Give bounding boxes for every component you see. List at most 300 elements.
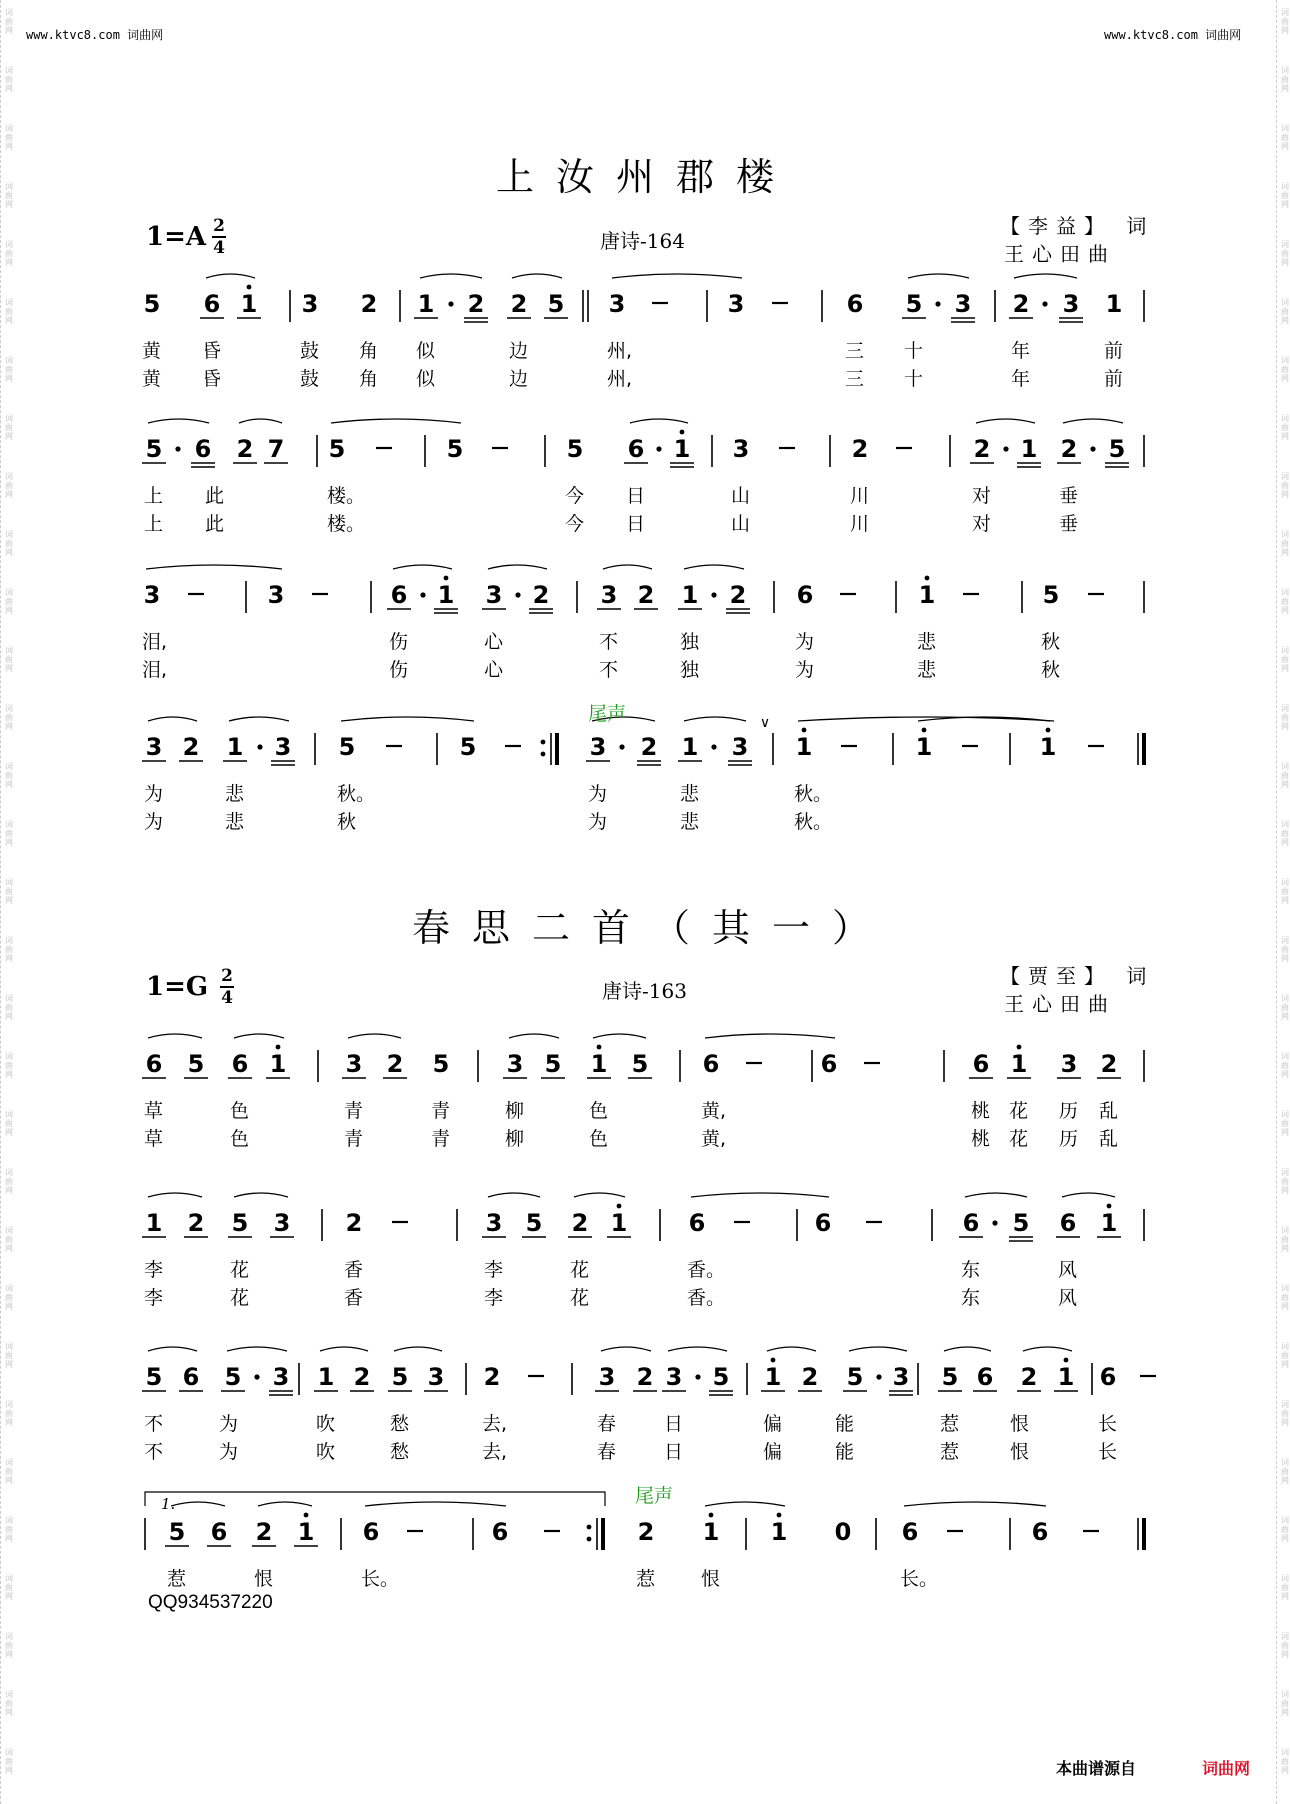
lyric-verse2: 草 <box>144 1128 164 1150</box>
slur <box>227 1347 287 1351</box>
note: 6 <box>203 290 221 318</box>
side-watermark: 词 曲 网 <box>1281 820 1289 847</box>
augmentation-dot <box>695 1374 700 1379</box>
side-watermark: 词 曲 网 <box>1281 1632 1289 1659</box>
note: 5 <box>631 1050 649 1078</box>
lyric-verse2: 去, <box>482 1441 508 1463</box>
slur <box>171 1502 225 1506</box>
lyric-verse1: 不 <box>144 1413 164 1435</box>
lyric-verse2: 香。 <box>687 1287 726 1309</box>
slur <box>341 717 474 721</box>
lyric-verse1: 青 <box>344 1100 364 1122</box>
section-marker: 尾声 <box>587 703 627 725</box>
note: 3 <box>589 733 607 761</box>
note: 6 <box>1099 1363 1117 1391</box>
slur <box>965 1193 1027 1197</box>
lyric-verse2: 今 <box>565 513 585 535</box>
note: 3 <box>301 290 319 318</box>
note: 1 <box>681 581 699 609</box>
note: 1 <box>610 1209 628 1237</box>
slur <box>630 419 688 423</box>
note: 5 <box>712 1363 730 1391</box>
lyric-verse2: 川 <box>850 513 870 535</box>
lyric-verse1: 花 <box>570 1259 590 1281</box>
note: 5 <box>328 435 346 463</box>
note: 6 <box>901 1518 919 1546</box>
lyric-verse1: 香。 <box>687 1259 726 1281</box>
side-watermark: 词 曲 网 <box>1281 298 1289 325</box>
note: 2 <box>1060 435 1078 463</box>
lyric-verse2: 愁 <box>390 1441 410 1463</box>
lyric-verse1: 惹 <box>940 1413 960 1435</box>
side-watermark: 词 曲 网 <box>1281 762 1289 789</box>
note: 1 <box>1057 1363 1075 1391</box>
note: 5 <box>544 1050 562 1078</box>
qq-contact: QQ934537220 <box>148 1592 273 1613</box>
side-watermark: 词 曲 网 <box>1281 356 1289 383</box>
note: 6 <box>627 435 645 463</box>
octave-dot <box>771 1358 776 1363</box>
note: 3 <box>274 733 292 761</box>
lyric-verse2: 上 <box>144 513 164 535</box>
lyric-verse2: 乱 <box>1099 1128 1119 1150</box>
side-watermark: 词 曲 网 <box>5 588 13 615</box>
note: 1 <box>269 1050 287 1078</box>
side-watermark: 词 曲 网 <box>1281 472 1289 499</box>
footer-source-site[interactable]: 词曲网 <box>1202 1759 1251 1778</box>
augmentation-dot <box>257 744 262 749</box>
note: 2 <box>973 435 991 463</box>
note: 2 <box>729 581 747 609</box>
note: 6 <box>796 581 814 609</box>
side-watermark: 词 曲 网 <box>1281 1110 1289 1137</box>
side-watermark: 词 曲 网 <box>1281 1690 1289 1717</box>
note: 5 <box>143 290 161 318</box>
slur <box>488 565 547 569</box>
lyric-verse1: 色 <box>230 1100 250 1122</box>
octave-dot <box>1064 1358 1069 1363</box>
note: 2 <box>571 1209 589 1237</box>
lyric-verse1: 历 <box>1059 1100 1079 1122</box>
note: 3 <box>267 581 285 609</box>
lyric-verse1: 独 <box>680 631 700 653</box>
slur <box>365 1502 506 1506</box>
lyric-verse2: 楼。 <box>327 513 366 535</box>
lyric-verse2: 秋 <box>1041 659 1061 681</box>
side-watermark: 词 曲 网 <box>1281 8 1289 35</box>
side-watermark: 词 曲 网 <box>5 1052 13 1079</box>
lyric-verse2: 不 <box>144 1441 164 1463</box>
note: 1 <box>317 1363 335 1391</box>
lyric-verse2: 前 <box>1104 368 1124 390</box>
note: 3 <box>485 1209 503 1237</box>
lyric-verse1: 色 <box>589 1100 609 1122</box>
octave-dot <box>444 576 449 581</box>
note: 2 <box>187 1209 205 1237</box>
lyric-verse1: 今 <box>565 485 585 507</box>
lyric-verse1: 为 <box>588 783 608 805</box>
lyric-verse1: 州, <box>607 340 633 362</box>
lyric-verse1: 李 <box>484 1259 504 1281</box>
note: 5 <box>459 733 477 761</box>
note: 3 <box>731 733 749 761</box>
lyric-verse1: 恨 <box>254 1568 274 1590</box>
octave-dot <box>597 1045 602 1050</box>
side-watermark: 词 曲 网 <box>1281 182 1289 209</box>
note: 3 <box>1060 1050 1078 1078</box>
note: 2 <box>236 435 254 463</box>
slur <box>148 1034 202 1038</box>
lyric-verse1: 昏 <box>202 340 222 362</box>
note: 3 <box>427 1363 445 1391</box>
side-watermark: 词 曲 网 <box>5 356 13 383</box>
lyric-verse2: 悲 <box>225 811 245 833</box>
note: 3 <box>608 290 626 318</box>
note: 5 <box>224 1363 242 1391</box>
lyric-verse2: 花 <box>1009 1128 1029 1150</box>
side-watermark: 词 曲 网 <box>1281 124 1289 151</box>
song1-key: 1=A <box>146 222 207 252</box>
note: 1 <box>240 290 258 318</box>
note: 2 <box>1012 290 1030 318</box>
slur <box>684 717 746 721</box>
augmentation-dot <box>175 446 180 451</box>
note: 2 <box>637 1518 655 1546</box>
note: 5 <box>391 1363 409 1391</box>
note: 5 <box>1108 435 1126 463</box>
repeat-dot <box>587 1537 592 1542</box>
note: 1 <box>702 1518 720 1546</box>
slur <box>767 1347 816 1351</box>
side-watermark: 词 曲 网 <box>5 1632 13 1659</box>
lyric-verse1: 川 <box>850 485 870 507</box>
side-watermark: 词 曲 网 <box>5 646 13 673</box>
lyric-verse1: 草 <box>144 1100 164 1122</box>
note: 6 <box>962 1209 980 1237</box>
lyric-verse1: 三 <box>845 340 865 362</box>
octave-dot <box>922 728 927 733</box>
side-watermark: 词 曲 网 <box>1281 1516 1289 1543</box>
side-watermark: 词 曲 网 <box>1281 414 1289 441</box>
lyric-verse2: 鼓 <box>300 368 320 390</box>
note: 2 <box>1100 1050 1118 1078</box>
note: 2 <box>345 1209 363 1237</box>
volta-label: 1. <box>161 1495 176 1513</box>
octave-dot <box>276 1045 281 1050</box>
note: 3 <box>345 1050 363 1078</box>
note: 5 <box>187 1050 205 1078</box>
slur <box>148 717 197 721</box>
slur <box>148 419 209 423</box>
slur <box>593 1034 646 1038</box>
slur <box>393 565 452 569</box>
lyric-verse2: 黄, <box>701 1128 727 1150</box>
lyric-verse2: 香 <box>344 1287 364 1309</box>
slur <box>1014 274 1077 278</box>
song2-source: 唐诗-163 <box>602 979 687 1003</box>
lyric-verse1: 秋。 <box>794 783 833 805</box>
lyric-verse2: 年 <box>1011 368 1031 390</box>
slur <box>668 1347 727 1351</box>
lyric-verse2: 黄 <box>142 368 162 390</box>
note: 1 <box>417 290 435 318</box>
lyric-verse2: 惹 <box>940 1441 960 1463</box>
side-watermark: 词 曲 网 <box>1281 1284 1289 1311</box>
lyric-verse1: 边 <box>509 340 529 362</box>
note: 1 <box>915 733 933 761</box>
note: 3 <box>598 1363 616 1391</box>
slur <box>1063 419 1123 423</box>
lyric-verse1: 似 <box>416 340 436 362</box>
slur <box>705 1502 785 1506</box>
octave-dot <box>617 1204 622 1209</box>
note: 5 <box>566 435 584 463</box>
lyric-verse1: 花 <box>1009 1100 1029 1122</box>
note: 3 <box>145 733 163 761</box>
side-watermark: 词 曲 网 <box>1281 646 1289 673</box>
note: 2 <box>532 581 550 609</box>
side-watermark: 词 曲 网 <box>1281 1226 1289 1253</box>
repeat-dot <box>541 752 546 757</box>
note: 6 <box>976 1363 994 1391</box>
watermark-right: www.ktvc8.com 词曲网 <box>1104 28 1242 42</box>
side-watermark: 词 曲 网 <box>5 762 13 789</box>
lyric-verse1: 不 <box>599 631 619 653</box>
slur <box>705 1034 835 1038</box>
lyric-verse2: 秋 <box>337 811 357 833</box>
slur <box>348 1034 401 1038</box>
lyric-verse1: 为 <box>144 783 164 805</box>
note: 2 <box>360 290 378 318</box>
side-watermark: 词 曲 网 <box>1281 1574 1289 1601</box>
note: 3 <box>272 1363 290 1391</box>
octave-dot <box>304 1513 309 1518</box>
side-watermark: 词 曲 网 <box>5 994 13 1021</box>
lyric-verse1: 恨 <box>1010 1413 1030 1435</box>
lyric-verse2: 色 <box>230 1128 250 1150</box>
note: 2 <box>510 290 528 318</box>
lyric-verse1: 青 <box>431 1100 451 1122</box>
octave-dot <box>802 728 807 733</box>
lyric-verse2: 花 <box>230 1287 250 1309</box>
octave-dot <box>777 1513 782 1518</box>
slur <box>601 1347 651 1351</box>
note: 6 <box>491 1518 509 1546</box>
note: 1 <box>590 1050 608 1078</box>
lyric-verse2: 昏 <box>202 368 222 390</box>
lyric-verse2: 独 <box>680 659 700 681</box>
slur <box>691 1193 829 1197</box>
lyric-verse1: 角 <box>359 340 379 362</box>
side-watermark: 词 曲 网 <box>1281 1052 1289 1079</box>
note: 3 <box>143 581 161 609</box>
lyric-verse1: 乱 <box>1099 1100 1119 1122</box>
lyric-verse1: 十 <box>904 340 924 362</box>
side-watermark: 词 曲 网 <box>5 936 13 963</box>
augmentation-dot <box>876 1374 881 1379</box>
lyric-verse2: 垂 <box>1059 513 1079 535</box>
lyric-verse2: 为 <box>219 1441 239 1463</box>
augmentation-dot <box>515 592 520 597</box>
note: 6 <box>1031 1518 1049 1546</box>
note: 0 <box>834 1518 852 1546</box>
song1-composer: 王心田曲 <box>1004 242 1116 266</box>
side-watermark: 词 曲 网 <box>5 704 13 731</box>
lyric-verse2: 为 <box>795 659 815 681</box>
lyric-verse1: 为 <box>219 1413 239 1435</box>
side-watermark: 词 曲 网 <box>5 414 13 441</box>
lyric-verse2: 对 <box>972 513 992 535</box>
note: 5 <box>168 1518 186 1546</box>
note: 3 <box>732 435 750 463</box>
note: 1 <box>770 1518 788 1546</box>
note: 2 <box>353 1363 371 1391</box>
note: 6 <box>231 1050 249 1078</box>
lyric-verse1: 悲 <box>225 783 245 805</box>
note: 5 <box>1042 581 1060 609</box>
side-watermark: 词 曲 网 <box>5 1226 13 1253</box>
lyric-verse1: 对 <box>972 485 992 507</box>
slur <box>603 565 652 569</box>
augmentation-dot <box>992 1220 997 1225</box>
octave-dot <box>1046 728 1051 733</box>
note: 6 <box>820 1050 838 1078</box>
breath-mark: ∨ <box>759 715 771 731</box>
note: 5 <box>547 290 565 318</box>
note: 2 <box>801 1363 819 1391</box>
lyric-verse1: 垂 <box>1059 485 1079 507</box>
note: 6 <box>688 1209 706 1237</box>
note: 2 <box>636 1363 654 1391</box>
note: 5 <box>432 1050 450 1078</box>
note: 6 <box>182 1363 200 1391</box>
note: 6 <box>390 581 408 609</box>
lyric-verse1: 长。 <box>900 1568 939 1590</box>
note: 5 <box>525 1209 543 1237</box>
lyric-verse1: 惹 <box>167 1568 187 1590</box>
lyric-verse2: 柳 <box>505 1128 525 1150</box>
side-watermark: 词 曲 网 <box>1281 588 1289 615</box>
lyric-verse1: 能 <box>835 1413 855 1435</box>
side-watermark: 词 曲 网 <box>5 298 13 325</box>
lyric-verse2: 山 <box>731 513 751 535</box>
meter-bottom: 4 <box>213 238 225 258</box>
lyric-verse2: 风 <box>1058 1287 1078 1309</box>
lyric-verse2: 偏 <box>763 1441 783 1463</box>
lyric-verse2: 三 <box>845 368 865 390</box>
slur <box>258 1502 312 1506</box>
lyric-verse2: 州, <box>607 368 633 390</box>
note: 2 <box>182 733 200 761</box>
side-watermark: 词 曲 网 <box>1281 704 1289 731</box>
side-watermark: 词 曲 网 <box>1281 994 1289 1021</box>
side-watermark: 词 曲 网 <box>1281 1400 1289 1427</box>
slur <box>904 1502 1046 1506</box>
lyric-verse1: 伤 <box>389 631 409 653</box>
lyric-verse1: 年 <box>1011 340 1031 362</box>
lyric-verse2: 此 <box>205 513 225 535</box>
lyric-verse1: 香 <box>344 1259 364 1281</box>
side-watermark: 词 曲 网 <box>1281 878 1289 905</box>
lyric-verse1: 偏 <box>763 1413 783 1435</box>
lyric-verse1: 东 <box>961 1259 981 1281</box>
note: 1 <box>764 1363 782 1391</box>
lyric-verse1: 愁 <box>390 1413 410 1435</box>
lyric-verse1: 黄 <box>142 340 162 362</box>
section-marker: 尾声 <box>634 1485 674 1507</box>
note: 5 <box>905 290 923 318</box>
slur <box>509 1034 559 1038</box>
side-watermark: 词 曲 网 <box>5 1458 13 1485</box>
note: 3 <box>1062 290 1080 318</box>
side-watermark: 词 曲 网 <box>1281 530 1289 557</box>
note: 6 <box>846 290 864 318</box>
side-watermark: 词 曲 网 <box>5 1400 13 1427</box>
augmentation-dot <box>420 592 425 597</box>
note: 7 <box>267 435 285 463</box>
note: 3 <box>727 290 745 318</box>
lyric-verse1: 吹 <box>316 1413 336 1435</box>
lyric-verse1: 惹 <box>636 1568 656 1590</box>
lyric-verse2: 东 <box>961 1287 981 1309</box>
note: 5 <box>145 435 163 463</box>
note: 5 <box>846 1363 864 1391</box>
augmentation-dot <box>1003 446 1008 451</box>
lyric-verse2: 青 <box>431 1128 451 1150</box>
song2-composer: 王心田曲 <box>1004 992 1116 1016</box>
note: 1 <box>437 581 455 609</box>
lyric-verse2: 李 <box>484 1287 504 1309</box>
side-watermark: 词 曲 网 <box>5 1516 13 1543</box>
lyric-verse2: 能 <box>835 1441 855 1463</box>
augmentation-dot <box>448 301 453 306</box>
lyric-verse2: 十 <box>904 368 924 390</box>
note: 1 <box>145 1209 163 1237</box>
lyric-verse1: 花 <box>230 1259 250 1281</box>
song2-lyricist: 【贾至】 词 <box>1000 964 1155 988</box>
lyric-verse2: 李 <box>144 1287 164 1309</box>
meter-bottom: 4 <box>221 988 233 1008</box>
watermark-left: www.ktvc8.com 词曲网 <box>26 28 164 42</box>
lyric-verse1: 秋 <box>1041 631 1061 653</box>
lyric-verse1: 李 <box>144 1259 164 1281</box>
octave-dot <box>1017 1045 1022 1050</box>
lyric-verse1: 柳 <box>505 1100 525 1122</box>
augmentation-dot <box>656 446 661 451</box>
note: 1 <box>673 435 691 463</box>
slur <box>684 565 744 569</box>
song1-lyricist: 【李益】 词 <box>1000 214 1155 238</box>
side-watermark: 词 曲 网 <box>5 1690 13 1717</box>
side-watermark: 词 曲 网 <box>1281 936 1289 963</box>
lyric-verse2: 泪, <box>142 659 168 681</box>
side-watermark: 词 曲 网 <box>5 124 13 151</box>
lyric-verse2: 秋。 <box>794 811 833 833</box>
note: 6 <box>702 1050 720 1078</box>
lyric-verse2: 恨 <box>1010 1441 1030 1463</box>
augmentation-dot <box>711 744 716 749</box>
slur <box>944 1347 991 1351</box>
lyric-verse2: 心 <box>484 659 504 681</box>
slur <box>1023 1347 1072 1351</box>
side-watermark: 词 曲 网 <box>1281 1342 1289 1369</box>
note: 6 <box>362 1518 380 1546</box>
side-watermark: 词 曲 网 <box>5 1748 13 1775</box>
lyric-verse1: 黄, <box>701 1100 727 1122</box>
note: 1 <box>918 581 936 609</box>
lyric-verse1: 秋。 <box>337 783 376 805</box>
note: 2 <box>637 581 655 609</box>
